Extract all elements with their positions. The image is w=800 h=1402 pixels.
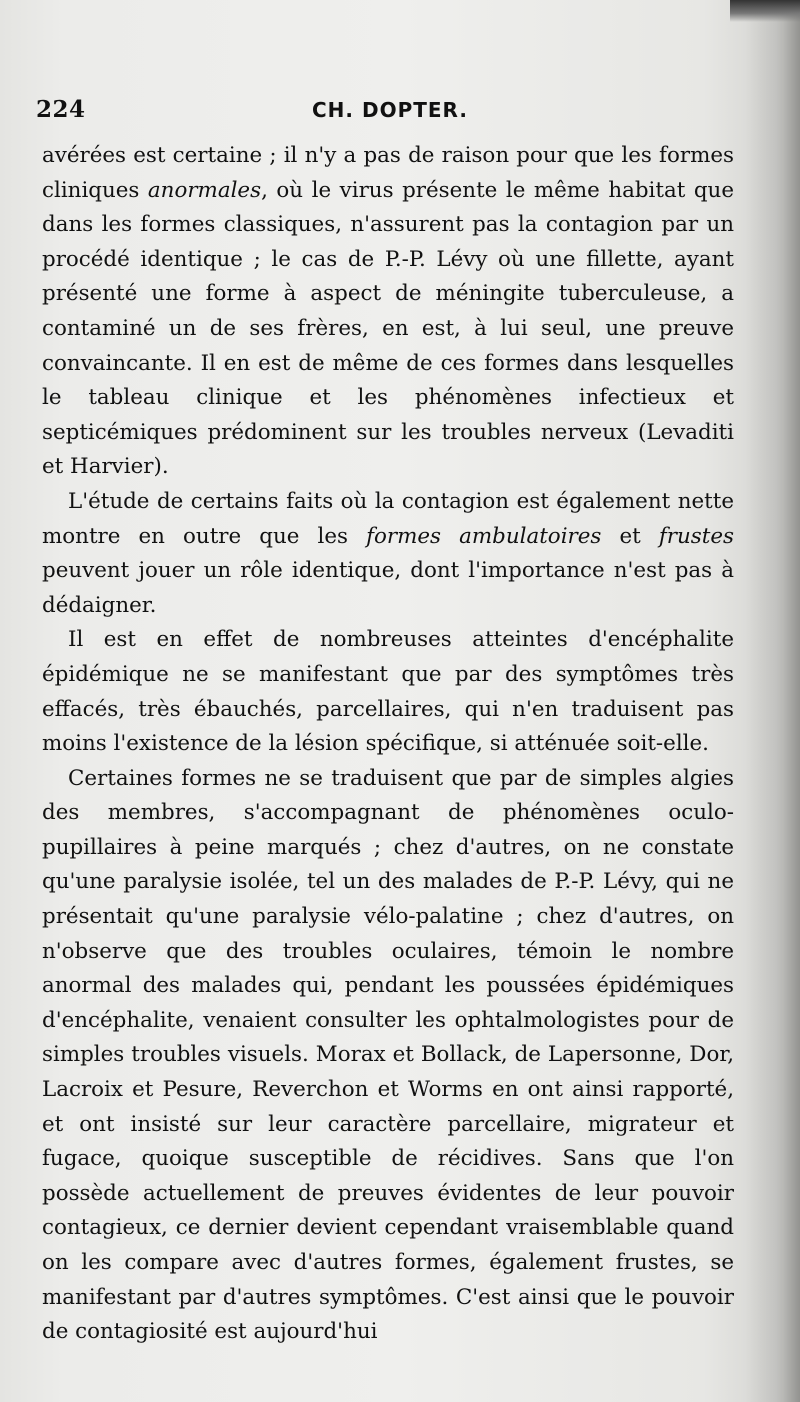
italic-span: anormales [147, 177, 262, 203]
paragraph [42, 485, 734, 623]
paragraph [42, 139, 734, 485]
running-head: CH. DOPTER. [312, 98, 468, 122]
italic-span: frustes [658, 523, 734, 549]
page-header [36, 96, 736, 132]
italic-span: formes ambulatoires [366, 523, 602, 549]
text-span: L'étude de certains faits où la contagion est également nette montre en outre que les [42, 488, 734, 549]
text-span: Certaines formes ne se traduisent que par de simples algies des membres, s'accompagnant de phénomènes oculo-pupillaires à peine marqués ; chez d'autres, on ne constate qu'une paralysie isolée, tel un des malades de P.-P. Lévy, qui ne présentait qu'une paralysie vélo-palatine ; chez d'autres, on n'observe que des troubles oculaires, témoin le nombre anormal des malades qui, pendant les poussées épidémiques d'encéphalite, venaient consulter les ophtalmologistes pour de simples troubles visuels. Morax et Bollack, de Lapersonne, Dor, Lacroix et Pesure, Reverchon et Worms en ont ainsi rapporté, et ont insisté sur leur caractère parcellaire, migrateur et fugace, quoique susceptible de récidives. Sans que l'on possède actuellement de preuves évidentes de leur pouvoir contagieux, ce dernier devient cependant vraisemblable quand on les compare avec d'autres formes, également frustes, se manifestant par d'autres symptômes. C'est ainsi que le pouvoir de contagiosité est aujourd'hui [42, 765, 734, 1345]
page-number: 224 [36, 96, 86, 123]
paragraph [42, 762, 734, 1350]
body-text [42, 139, 734, 1350]
text-span: , où le virus présente le même habitat que dans les formes classiques, n'assurent pas la contagion par un procédé identique ; le cas de P.-P. Lévy où une fillette, ayant présenté une forme à aspect de méningite tuberculeuse, a contaminé un de ses frères, en est, à lui seul, une preuve convaincante. Il en est de même de ces formes dans lesquelles le tableau clinique et les phénomènes infectieux et septicémiques prédominent sur les troubles nerveux (Levaditi et Harvier). [42, 177, 734, 480]
text-span: peuvent jouer un rôle identique, dont l'importance n'est pas à dédaigner. [42, 558, 734, 618]
paragraph [42, 623, 734, 761]
text-span: et [601, 523, 659, 549]
text-span: avérées est certaine ; il n'y a pas de raison pour que les formes cliniques [42, 143, 734, 203]
text-span: Il est en effet de nombreuses atteintes d'encéphalite épidémique ne se manifestant que par des symptômes très effacés, très ébauchés, parcellaires, qui n'en traduisent pas moins l'existence de la lésion spécifique, si atténuée soit-elle. [42, 627, 734, 757]
